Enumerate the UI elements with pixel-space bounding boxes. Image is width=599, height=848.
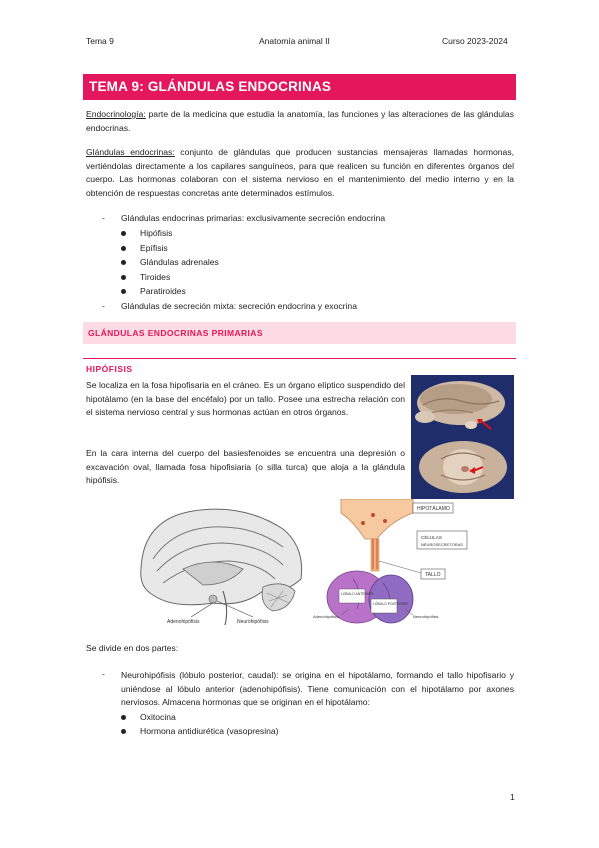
bullet-text: Tiroides (140, 272, 171, 282)
paragraph-endocrinologia (86, 108, 514, 135)
label-hipotalamo: HIPOTÁLAMO (417, 506, 450, 512)
pituitary-diagram (313, 499, 469, 630)
label-celulas: CÉLULAS (421, 535, 442, 540)
bullet-text: Epífisis (140, 243, 168, 253)
text-glandulas: conjunto de glándulas que producen sustancias mensajeras llamadas hormonas, vertiéndolas directamente a los capilares sanguíneos, para que realicen su función en diferentes órganos del cuerpo. Las hormonas colaboran con el sistema nervioso en el mantenimiento del medio interno y en la obtención de respuestas concretas ante determinados estímulos. (86, 147, 514, 198)
bullet-dot-icon (121, 246, 126, 251)
dash-marker: - (102, 669, 105, 679)
label-tallo: TALLO (425, 572, 441, 578)
paragraph-glandulas (86, 146, 514, 200)
title-bar (83, 74, 516, 100)
paragraph-hipofisis-1: Se localiza en la fosa hipofisaria en el cráneo. Es un órgano elíptico suspendido del hipotálamo (en la base del encéfalo) por un tallo. Posee una estrecha relación con el sistema nervioso central y sus hormonas actúan en otros órganos. (86, 380, 405, 418)
bullet-text: Oxitocina (140, 712, 176, 722)
bullet-text: Glándulas adrenales (140, 257, 219, 267)
bullet-dot-icon (121, 715, 126, 720)
bullet-dot-icon (121, 289, 126, 294)
label-adenohipofisis: Adenohipófisis (167, 619, 200, 625)
label-adenohipofisis-2: Adenohipófisis (313, 614, 340, 619)
label-neurohipofisis: Neurohipófisis (237, 619, 269, 625)
term-endocrinologia: Endocrinología: (86, 109, 146, 119)
bullet-text: Hormona antidiurética (vasopresina) (140, 726, 279, 736)
label-neurohipofisis-2: Neurohipófisis (413, 614, 439, 619)
label-neurosecretoras: NEUROSECRETORAS (421, 542, 463, 547)
bullet-dot-icon (121, 275, 126, 280)
list-item-text: Glándulas de secreción mixta: secreción endocrina y exocrina (121, 301, 357, 311)
brain-photo-image (411, 375, 514, 499)
text-endocrinologia: parte de la medicina que estudia la anatomía, las funciones y las alteraciones de las glándulas endocrinas. (86, 109, 514, 133)
section-title: GLÁNDULAS ENDOCRINAS PRIMARIAS (88, 328, 263, 338)
page-title: TEMA 9: GLÁNDULAS ENDOCRINAS (89, 79, 332, 94)
section-bar (83, 322, 516, 344)
header-year: Curso 2023-2024 (442, 36, 508, 46)
brain-sagittal-illustration (133, 499, 311, 629)
bullet-dot-icon (121, 231, 126, 236)
dash-marker: - (102, 301, 105, 311)
list-item-text: Glándulas endocrinas primarias: exclusivamente secreción endocrina (121, 213, 386, 223)
header-course-topic: Tema 9 (86, 36, 114, 46)
brain-photo (411, 375, 514, 499)
subsection-divider (83, 358, 516, 359)
paragraph-neurohipofisis: Neurohipófisis (lóbulo posterior, caudal): se origina en el hipotálamo, formando el tallo hipofisario y uniéndose al lóbulo anterior (adenohipófisis). Tiene comunicación con el hipotálamo por axones nerviosos. Almacena hormonas que se originan en el hipotálamo: (121, 670, 514, 708)
term-glandulas: Glándulas endocrinas: (86, 147, 175, 157)
bullet-dot-icon (121, 260, 126, 265)
header-subject: Anatomía animal II (259, 36, 330, 46)
page-number: 1 (510, 792, 515, 802)
paragraph-divide: Se divide en dos partes: (86, 643, 179, 653)
bullet-text: Paratiroides (140, 286, 186, 296)
bullet-dot-icon (121, 729, 126, 734)
bullet-text: Hipófisis (140, 228, 173, 238)
subsection-title: HIPÓFISIS (86, 364, 133, 374)
label-lobulo-posterior: LÓBULO POSTERIOR (373, 602, 408, 606)
paragraph-hipofisis-2: En la cara interna del cuerpo del basiesfenoides se encuentra una depresión o excavación oval, llamada fosa hipofisiaria (o silla turca) que aloja a la glándula hipófisis. (86, 448, 405, 486)
dash-marker: - (102, 213, 105, 223)
label-lobulo-anterior: LÓBULO ANTERIOR (341, 592, 374, 596)
